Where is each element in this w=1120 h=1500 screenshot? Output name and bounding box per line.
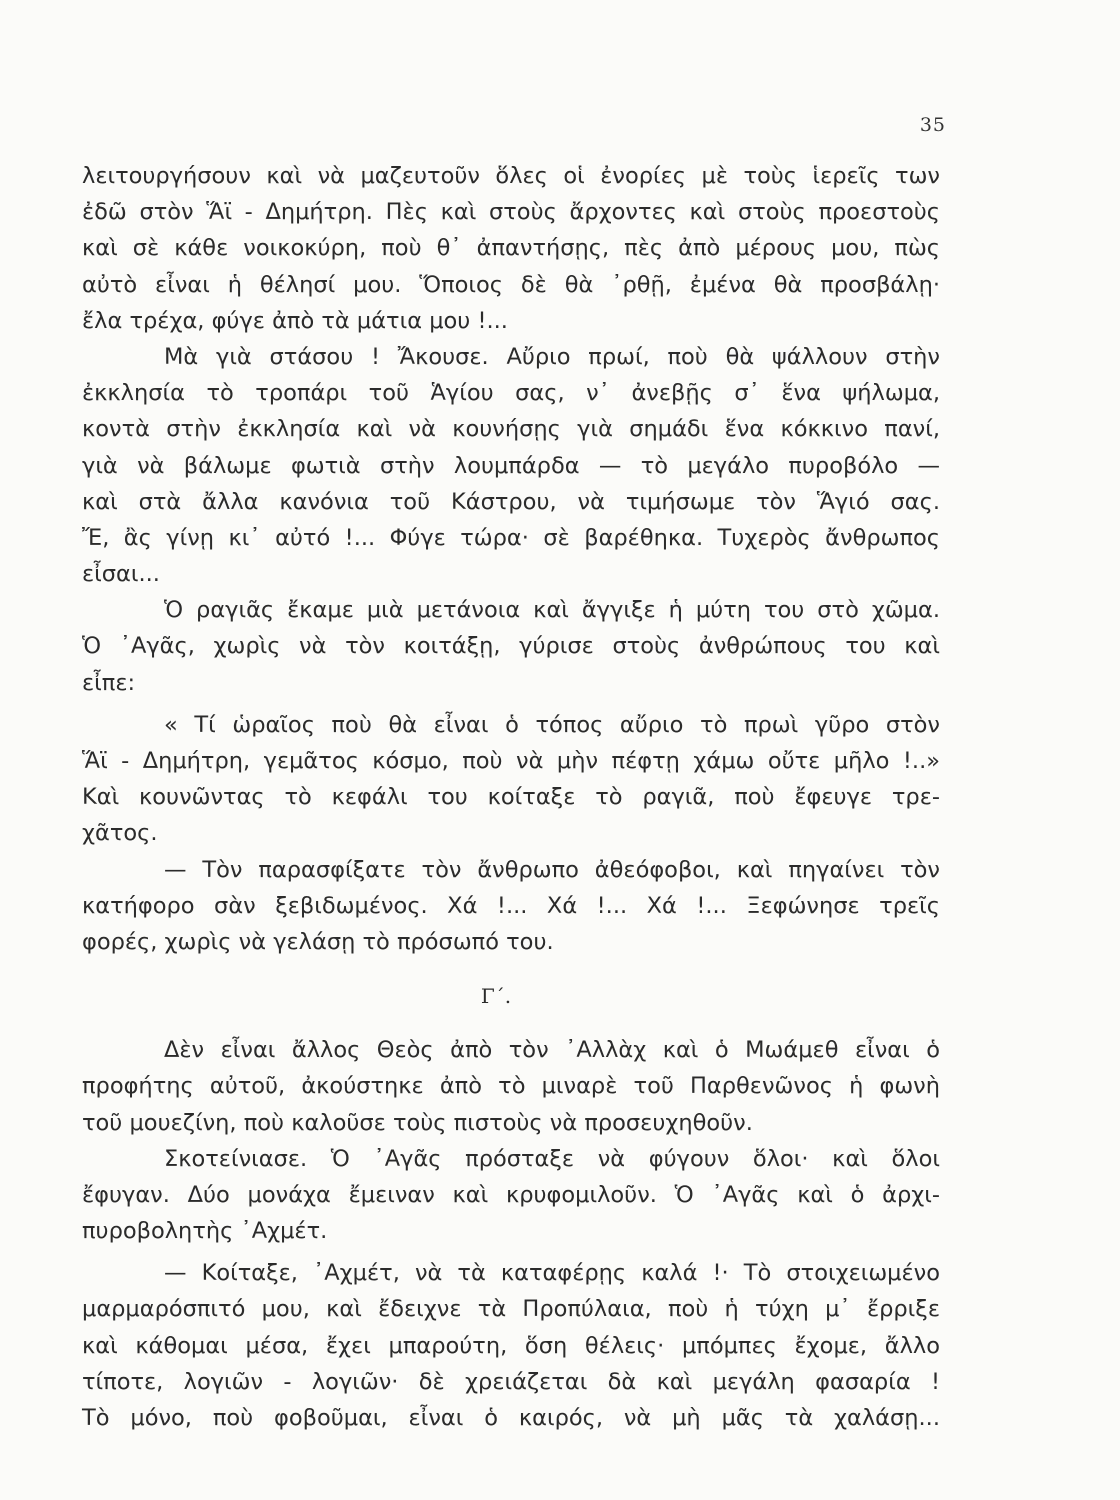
- text-line: εἶσαι...: [82, 561, 160, 588]
- page-number: 35: [919, 114, 946, 136]
- text-line: Μὰ γιὰ στάσου ! Ἄκουσε. Αὔριο πρωί, ποὺ θὰ ψάλλουν στὴν: [164, 343, 940, 370]
- text-line: καὶ σὲ κάθε νοικοκύρη, ποὺ θ᾿ ἀπαντήσῃς, πὲς ἀπὸ μέρους μου, πὼς: [82, 235, 940, 262]
- text-line: ἔλα τρέχα, φύγε ἀπὸ τὰ μάτια μου !...: [82, 307, 508, 334]
- text-line: Καὶ κουνῶντας τὸ κεφάλι του κοίταξε τὸ ραγιᾶ, ποὺ ἔφευγε τρε-: [82, 784, 940, 811]
- text-line: τίποτε, λογιῶν - λογιῶν· δὲ χρειάζεται δὰ καὶ μεγάλη φασαρία !: [82, 1368, 940, 1395]
- text-line: Ὁ ραγιᾶς ἔκαμε μιὰ μετάνοια καὶ ἄγγιξε ἡ μύτη του στὸ χῶμα.: [164, 597, 940, 624]
- text-line: Ὁ ᾽Αγᾶς, χωρὶς νὰ τὸν κοιτάξῃ, γύρισε στοὺς ἀνθρώπους του καὶ: [82, 633, 940, 660]
- text-line: εἶπε:: [82, 669, 136, 696]
- text-line: μαρμαρόσπιτό μου, καὶ ἔδειχνε τὰ Προπύλαια, ποὺ ἡ τύχη μ᾿ ἔρριξε: [82, 1296, 940, 1323]
- text-line: λειτουργήσουν καὶ νὰ μαζευτοῦν ὅλες οἱ ἐνορίες μὲ τοὺς ἱερεῖς των: [82, 163, 940, 189]
- text-line: Ἔ, ἂς γίνῃ κι᾿ αὐτό !... Φύγε τώρα· σὲ βαρέθηκα. Τυχερὸς ἄνθρωπος: [82, 524, 940, 551]
- text-line: — Τὸν παρασφίξατε τὸν ἄνθρωπο ἀθεόφοβοι, καὶ πηγαίνει τὸν: [164, 856, 940, 883]
- text-line: ἐκκλησία τὸ τροπάρι τοῦ Ἁγίου σας, ν᾿ ἀνεβῇς σ᾿ ἕνα ψήλωμα,: [82, 380, 940, 407]
- text-line: « Τί ὡραῖος ποὺ θὰ εἶναι ὁ τόπος αὔριο τὸ πρωὶ γῦρο στὸν: [164, 711, 940, 738]
- text-line: Σκοτείνιασε. Ὁ ᾽Αγᾶς πρόσταξε νὰ φύγουν ὅλοι· καὶ ὅλοι: [164, 1145, 940, 1172]
- text-line: κατήφορο σὰν ξεβιδωμένος. Χά !... Χά !... Χά !... Ξεφώνησε τρεῖς: [82, 892, 940, 919]
- text-line: πυροβολητὴς ᾽Αχμέτ.: [82, 1218, 328, 1245]
- body-text: [82, 158, 940, 1436]
- text-line: τοῦ μουεζίνη, ποὺ καλοῦσε τοὺς πιστοὺς νὰ προσευχηθοῦν.: [82, 1109, 753, 1136]
- text-line: ἔφυγαν. Δύο μονάχα ἔμειναν καὶ κρυφομιλοῦν. Ὁ ᾽Αγᾶς καὶ ὁ ἀρχι-: [82, 1181, 940, 1208]
- text-line: χᾶτος.: [82, 820, 158, 847]
- text-line: καὶ κάθομαι μέσα, ἔχει μπαρούτη, ὅση θέλεις· μπόμπες ἔχομε, ἄλλο: [82, 1332, 940, 1359]
- text-line: — Κοίταξε, ᾽Αχμέτ, νὰ τὰ καταφέρῃς καλά !· Τὸ στοιχειωμένο: [164, 1260, 940, 1287]
- text-line: Τὸ μόνο, ποὺ φοβοῦμαι, εἶναι ὁ καιρός, νὰ μὴ μᾶς τὰ χαλάσῃ...: [82, 1405, 940, 1431]
- text-line: Ἅϊ - Δημήτρη, γεμᾶτος κόσμο, ποὺ νὰ μὴν πέφτῃ χάμω οὔτε μῆλο !..»: [82, 748, 940, 774]
- text-line: καὶ στὰ ἄλλα κανόνια τοῦ Κάστρου, νὰ τιμήσωμε τὸν Ἅγιό σας.: [82, 488, 940, 515]
- text-line: γιὰ νὰ βάλωμε φωτιὰ στὴν λουμπάρδα — τὸ μεγάλο πυροβόλο —: [82, 452, 940, 479]
- text-line: ἐδῶ στὸν Ἅϊ - Δημήτρη. Πὲς καὶ στοὺς ἄρχοντες καὶ στοὺς προεστοὺς: [82, 199, 940, 226]
- text-line: προφήτης αὐτοῦ, ἀκούστηκε ἀπὸ τὸ μιναρὲ τοῦ Παρθενῶνος ἡ φωνὴ: [82, 1073, 940, 1100]
- text-line: φορές, χωρὶς νὰ γελάσῃ τὸ πρόσωπό του.: [82, 928, 554, 955]
- text-line: αὐτὸ εἶναι ἡ θέλησί μου. Ὅποιος δὲ θὰ ᾽ρθῇ, ἐμένα θὰ προσβάλῃ·: [82, 271, 940, 298]
- section-heading: Γ΄.: [480, 984, 512, 1009]
- text-line: Δὲν εἶναι ἄλλος Θεὸς ἀπὸ τὸν ᾽Αλλὰχ καὶ ὁ Μωάμεθ εἶναι ὁ: [164, 1037, 940, 1064]
- text-line: κοντὰ στὴν ἐκκλησία καὶ νὰ κουνήσῃς γιὰ σημάδι ἕνα κόκκινο πανί,: [82, 416, 940, 443]
